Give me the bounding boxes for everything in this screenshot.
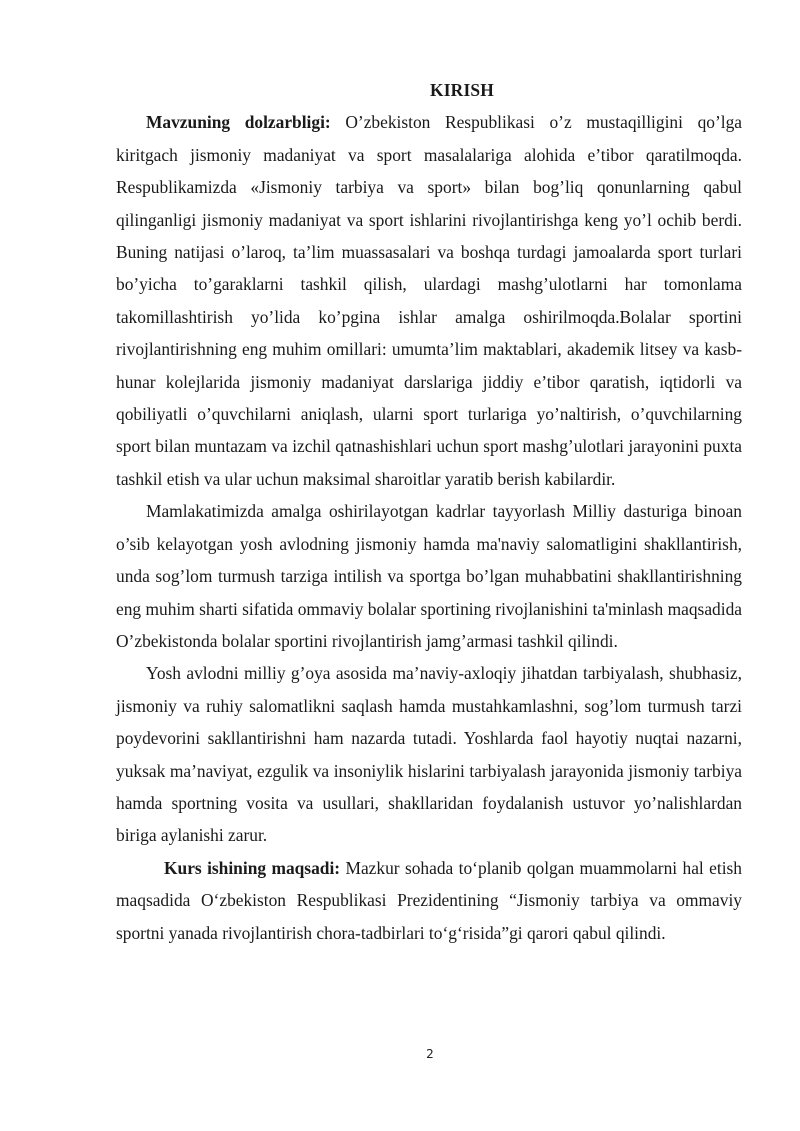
- paragraph-text-youth-education: Yosh avlodni milliy g’oya asosida ma’naviy-axloqiy jihatdan tarbiyalash, shubhasiz, jismoniy va ruhiy salomatlikni saqlash hamda mustahkamlashni, sog’lom turmush tarzi poydevorini sakllantirishni ham nazarda tutadi. Yoshlarda faol hayotiy nuqtai nazarni, yuksak ma’naviyat, ezgulik va insoniylik hislarini tarbiyalash jarayonida jismoniy tarbiya hamda sportning vosita va usullari, shakllaridan foydalanish ustuvor yo’nalishlardan biriga aylanishi zarur.: [116, 663, 742, 846]
- paragraph-lead-relevance: Mavzuning dolzarbligi:: [146, 112, 331, 133]
- paragraph-text-course-aim: Mazkur sohada to‘planib qolgan muammolarni hal etish maqsadida O‘zbekiston Respublikasi Prezidentining “Jismoniy tarbiya va ommaviy sportni yanada rivojlantirish chora-tadbirlari to‘g‘risida”gi qarori qabul qilindi.: [116, 857, 743, 943]
- page-number: 2: [426, 1047, 434, 1061]
- paragraph-youth-education: [116, 657, 742, 851]
- paragraph-course-aim: [116, 852, 742, 949]
- paragraph-text-national-program: Mamlakatimizda amalga oshirilayotgan kadrlar tayyorlash Milliy dasturiga binoan o’sib kelayotgan yosh avlodning jismoniy hamda ma'naviy salomatligini shakllantirish, unda sog’lom turmush tarziga intilish va sportga bo’lgan muhabbatini shakllantirishning eng muhim sharti sifatida ommaviy bolalar sportining rivojlanishini ta'minlash maqsadida O’zbekistonda bolalar sportini rivojlantirish jamg’armasi tashkil qilindi.: [116, 501, 742, 651]
- paragraph-national-program: [116, 495, 742, 657]
- paragraph-lead-course-aim: Kurs ishining maqsadi:: [164, 857, 341, 878]
- paragraph-text-relevance: O’zbekiston Respublikasi o’z mustaqilligini qo’lga kiritgach jismoniy madaniyat va sport masalalariga alohida e’tibor qaratilmoqda. Respublikamizda «Jismoniy tarbiya va sport» bilan bog’liq qonunlarning qabul qilinganligi jismoniy madaniyat va sport ishlarini rivojlantirishga keng yo’l ochib berdi. Buning natijasi o’laroq, ta’lim muassasalari va boshqa turdagi jamoalarda sport turlari bo’yicha to’garaklarni tashkil qilish, ulardagi mashg’ulotlarni har tomonlama takomillashtirish yo’lida ko’pgina ishlar amalga oshirilmoqda.Bolalar sportini rivojlantirishning eng muhim omillari: umumta’lim maktablari, akademik litsey va kasb-hunar kolejlarida jismoniy madaniyat darslariga jiddiy e’tibor qaratish, iqtidorli va qobiliyatli o’quvchilarni aniqlash, ularni sport turlariga yo’naltirish, o’quvchilarning sport bilan muntazam va izchil qatnashishlari uchun sport mashg’ulotlari jarayonini puxta tashkil etish va ular uchun maksimal sharoitlar yaratib berish kabilardir.: [116, 112, 742, 489]
- paragraph-relevance: [116, 106, 742, 495]
- document-body: [116, 74, 742, 949]
- section-title: KIRISH: [429, 80, 495, 100]
